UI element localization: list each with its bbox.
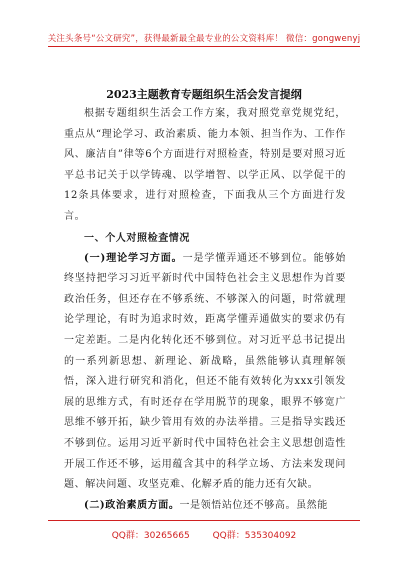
- document-title: 2023主题教育专题组织生活会发言提纲: [106, 88, 302, 101]
- subheading-politics: (二)政治素质方面。: [84, 499, 180, 511]
- header-divider: [48, 46, 360, 47]
- footer-qq-group-1: QQ群：30265665: [111, 531, 190, 541]
- paragraph-politics: [64, 496, 346, 517]
- subheading-theory: (一)理论学习方面。: [84, 252, 183, 264]
- footer-qq-group-2: QQ群：535304092: [212, 531, 297, 541]
- header-banner: 关注头条号“公文研究”，获得最新最全最专业的公文资料库！ 微信：gongwenyj: [47, 34, 361, 44]
- paragraph-politics-text: 一是领悟站位还不够高。虽然能: [179, 499, 328, 511]
- paragraph-theory: [64, 249, 346, 496]
- section-heading: 一、个人对照检查情况: [84, 232, 190, 244]
- footer: [0, 528, 408, 541]
- paragraph-theory-text: 一是学懂弄通还不够到位。能够始终坚持把学习习近平新时代中国特色社会主义思想作为首要政治任务，但还存在不够系统、不够深入的问题，时常就理论学理论，有时为追求时效，距离学懂弄通做实的要求仍有一定差距。二是内化转化还不够到位。对习近平总书记提出的一系列新思想、新理论、新战略，虽然能够认真理解领悟，深入进行研究和消化，但还不能有效转化为xxx引领发展的思维方式，有时还存在学用脱节的现象，眼界不够宽广思维不够开拓，缺少管用有效的办法举措。三是指导实践还不够到位。运用习近平新时代中国特色社会主义思想创造性开展工作还不够，运用蕴含其中的科学立场、方法来发现问题、解决问题、攻坚克难、化解矛盾的能力还有欠缺。: [64, 252, 347, 491]
- footer-divider: [48, 520, 360, 521]
- intro-paragraph: 根据专题组织生活会工作方案，我对照党章党规党纪，重点从“理论学习、政治素质、能力本领、担当作为、工作作风、廉洁自”律等6个方面进行对照检查，特别是要对照习近平总书记关于以学铸魂、以学增智、以学正风、以学促干的12条具体要求，进行对照检查，下面我从三个方面进行发言。: [64, 108, 346, 222]
- document-body: [64, 104, 346, 516]
